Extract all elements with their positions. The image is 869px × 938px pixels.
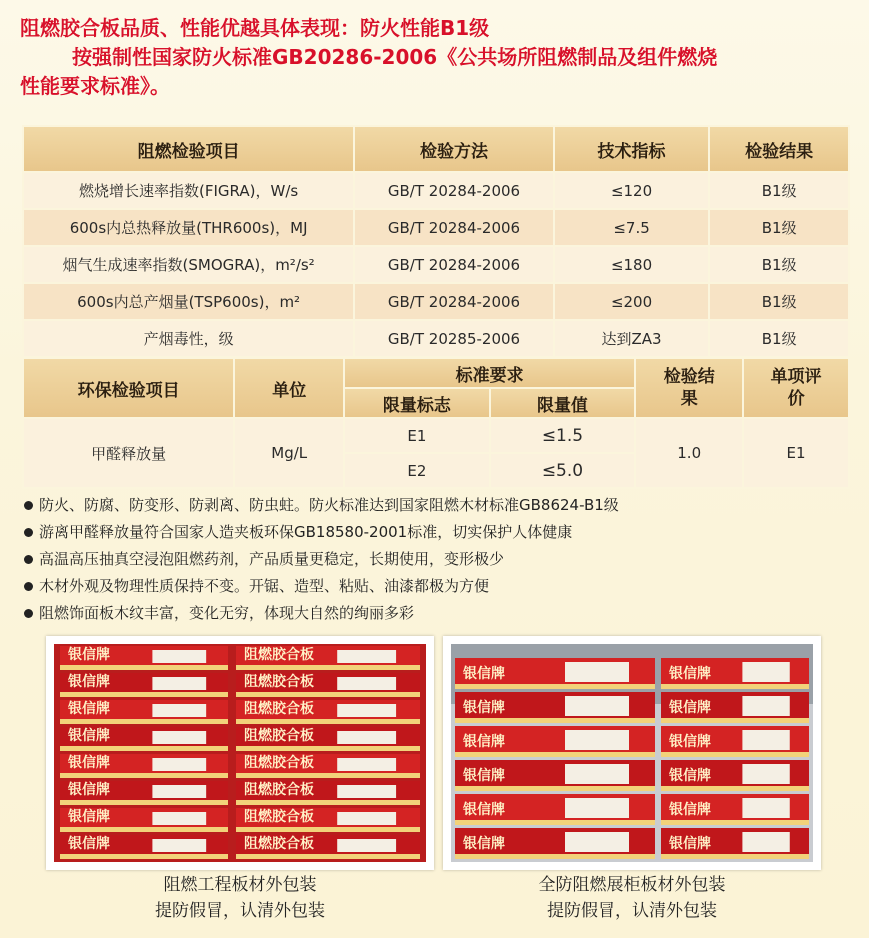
brand-label: 阻燃胶合板 bbox=[244, 836, 314, 852]
table-cell: GB/T 20284-2006 bbox=[354, 246, 554, 283]
brand-label: 银信牌 bbox=[669, 700, 711, 716]
table-header-row bbox=[23, 358, 849, 388]
column-header: 检验结果 bbox=[709, 126, 849, 172]
package-stripe bbox=[60, 827, 228, 832]
table-cell: 燃烧增长速率指数(FIGRA)，W/s bbox=[23, 172, 354, 209]
table-cell: E1 bbox=[344, 418, 490, 453]
packaging-photo-right bbox=[443, 636, 821, 870]
bullet-icon bbox=[24, 582, 33, 591]
package-stripe bbox=[455, 718, 655, 723]
table-cell: ≤5.0 bbox=[490, 453, 636, 488]
table-row bbox=[23, 320, 849, 357]
table-cell: B1级 bbox=[709, 172, 849, 209]
package-label-area bbox=[742, 764, 789, 784]
brand-label: 银信牌 bbox=[669, 768, 711, 784]
package-label-area bbox=[337, 704, 396, 717]
package-stripe bbox=[661, 752, 809, 757]
brand-label: 阻燃胶合板 bbox=[244, 755, 314, 771]
package-label-area bbox=[565, 832, 629, 852]
packaging-photo-left bbox=[46, 636, 434, 870]
package-stripe bbox=[60, 800, 228, 805]
left-photo-caption: 阻燃工程板材外包装 提防假冒，认清外包装 bbox=[155, 875, 325, 921]
package-label-area bbox=[152, 758, 206, 771]
package-stripe bbox=[236, 719, 420, 724]
brand-label: 阻燃胶合板 bbox=[244, 728, 314, 744]
package-label-area bbox=[337, 731, 396, 744]
table-cell: ≤200 bbox=[554, 283, 710, 320]
package-label-area bbox=[152, 812, 206, 825]
table-row bbox=[23, 418, 849, 453]
brand-label: 银信牌 bbox=[463, 700, 505, 716]
brand-label: 银信牌 bbox=[463, 734, 505, 750]
brand-label: 银信牌 bbox=[463, 836, 505, 852]
package-label-area bbox=[337, 839, 396, 852]
table-cell: GB/T 20284-2006 bbox=[354, 283, 554, 320]
package-label-area bbox=[337, 650, 396, 663]
table-cell: E1 bbox=[743, 418, 849, 488]
package-stripe bbox=[236, 665, 420, 670]
table-cell: GB/T 20285-2006 bbox=[354, 320, 554, 357]
package-stripe bbox=[661, 684, 809, 689]
column-header: 单位 bbox=[234, 358, 344, 418]
column-header: 环保检验项目 bbox=[23, 358, 234, 418]
brand-label: 银信牌 bbox=[68, 647, 110, 663]
package-label-area bbox=[742, 696, 789, 716]
bullet-icon bbox=[24, 609, 33, 618]
heading-line-3: 性能要求标准》。 bbox=[20, 74, 170, 98]
brand-label: 银信牌 bbox=[669, 836, 711, 852]
package-label-area bbox=[152, 839, 206, 852]
list-item: 游离甲醛释放量符合国家人造夹板环保GB18580-2001标准，切实保护人体健康 bbox=[24, 519, 854, 546]
column-header: 标准要求 bbox=[344, 358, 635, 388]
table-cell: B1级 bbox=[709, 209, 849, 246]
brand-label: 银信牌 bbox=[68, 701, 110, 717]
brand-label: 银信牌 bbox=[669, 802, 711, 818]
package-stripe bbox=[455, 752, 655, 757]
table-cell: B1级 bbox=[709, 246, 849, 283]
package-stripe bbox=[60, 773, 228, 778]
fire-test-table bbox=[22, 125, 850, 358]
bullet-icon bbox=[24, 555, 33, 564]
package-label-area bbox=[742, 662, 789, 682]
package-stripe bbox=[455, 820, 655, 825]
brand-label: 银信牌 bbox=[463, 802, 505, 818]
package-label-area bbox=[152, 704, 206, 717]
environmental-test-table bbox=[22, 357, 850, 489]
brand-label: 阻燃胶合板 bbox=[244, 782, 314, 798]
bullet-icon bbox=[24, 528, 33, 537]
brand-label: 阻燃胶合板 bbox=[244, 647, 314, 663]
column-header: 检验结果 bbox=[635, 358, 743, 418]
table-cell: ≤120 bbox=[554, 172, 710, 209]
package-stripe bbox=[236, 827, 420, 832]
package-label-area bbox=[565, 764, 629, 784]
brand-label: 银信牌 bbox=[68, 728, 110, 744]
table-row bbox=[23, 246, 849, 283]
brand-label: 银信牌 bbox=[669, 734, 711, 750]
heading-line-2: 按强制性国家防火标准GB20286-2006《公共场所阻燃制品及组件燃烧 bbox=[72, 45, 718, 69]
table-row bbox=[23, 283, 849, 320]
package-stripe bbox=[236, 773, 420, 778]
brand-label: 银信牌 bbox=[68, 755, 110, 771]
package-label-area bbox=[152, 785, 206, 798]
package-label-area bbox=[565, 696, 629, 716]
table-cell: Mg/L bbox=[234, 418, 344, 488]
brand-label: 银信牌 bbox=[463, 768, 505, 784]
package-stripe bbox=[455, 786, 655, 791]
package-stripe bbox=[60, 665, 228, 670]
column-header: 检验方法 bbox=[354, 126, 554, 172]
stacked-board-packages-image bbox=[54, 644, 426, 862]
brand-label: 银信牌 bbox=[68, 809, 110, 825]
table-cell: 烟气生成速率指数(SMOGRA)，m²/s² bbox=[23, 246, 354, 283]
table-cell: 达到ZA3 bbox=[554, 320, 710, 357]
table-cell: GB/T 20284-2006 bbox=[354, 209, 554, 246]
package-stripe bbox=[236, 692, 420, 697]
package-label-area bbox=[152, 677, 206, 690]
package-stripe bbox=[455, 854, 655, 859]
package-stripe bbox=[661, 718, 809, 723]
table-cell: GB/T 20284-2006 bbox=[354, 172, 554, 209]
package-stripe bbox=[661, 820, 809, 825]
package-label-area bbox=[337, 785, 396, 798]
package-stripe bbox=[236, 800, 420, 805]
package-stripe bbox=[60, 719, 228, 724]
column-header: 限量值 bbox=[490, 388, 636, 418]
package-label-area bbox=[337, 812, 396, 825]
package-stripe bbox=[60, 854, 228, 859]
table-cell: E2 bbox=[344, 453, 490, 488]
package-stripe bbox=[455, 684, 655, 689]
table-cell: ≤7.5 bbox=[554, 209, 710, 246]
right-photo-caption: 全防阻燃展柜板材外包装 提防假冒，认清外包装 bbox=[538, 875, 726, 921]
heading-line-1: 阻燃胶合板品质、性能优越具体表现：防火性能B1级 bbox=[20, 16, 490, 40]
package-label-area bbox=[337, 677, 396, 690]
feature-list bbox=[24, 492, 854, 627]
package-label-area bbox=[337, 758, 396, 771]
package-label-area bbox=[565, 730, 629, 750]
column-header: 技术指标 bbox=[554, 126, 710, 172]
warehouse-board-packages-image bbox=[451, 644, 813, 862]
list-item: 高温高压抽真空浸泡阻燃药剂，产品质量更稳定，长期使用，变形极少 bbox=[24, 546, 854, 573]
table-row bbox=[23, 172, 849, 209]
package-label-area bbox=[152, 650, 206, 663]
package-stripe bbox=[661, 854, 809, 859]
package-label-area bbox=[565, 662, 629, 682]
brand-label: 银信牌 bbox=[68, 836, 110, 852]
column-header: 阻燃检验项目 bbox=[23, 126, 354, 172]
package-stripe bbox=[60, 746, 228, 751]
brand-label: 银信牌 bbox=[669, 666, 711, 682]
brand-label: 阻燃胶合板 bbox=[244, 674, 314, 690]
table-cell: 600s内总热释放量(THR600s)，MJ bbox=[23, 209, 354, 246]
table-cell: 甲醛释放量 bbox=[23, 418, 234, 488]
column-header: 单项评价 bbox=[743, 358, 849, 418]
package-stripe bbox=[236, 746, 420, 751]
package-stripe bbox=[60, 692, 228, 697]
list-item: 木材外观及物理性质保持不变。开锯、造型、粘贴、油漆都极为方便 bbox=[24, 573, 854, 600]
table-cell: B1级 bbox=[709, 283, 849, 320]
brand-label: 阻燃胶合板 bbox=[244, 809, 314, 825]
package-label-area bbox=[742, 798, 789, 818]
table-row bbox=[23, 209, 849, 246]
package-label-area bbox=[742, 832, 789, 852]
brand-label: 阻燃胶合板 bbox=[244, 701, 314, 717]
table-cell: ≤180 bbox=[554, 246, 710, 283]
brand-label: 银信牌 bbox=[68, 674, 110, 690]
package-label-area bbox=[565, 798, 629, 818]
brand-label: 银信牌 bbox=[463, 666, 505, 682]
package-stripe bbox=[661, 786, 809, 791]
brand-label: 银信牌 bbox=[68, 782, 110, 798]
bullet-icon bbox=[24, 501, 33, 510]
package-label-area bbox=[152, 731, 206, 744]
table-cell: 1.0 bbox=[635, 418, 743, 488]
table-cell: 产烟毒性，级 bbox=[23, 320, 354, 357]
package-label-area bbox=[742, 730, 789, 750]
table-cell: B1级 bbox=[709, 320, 849, 357]
list-item: 阻燃饰面板木纹丰富，变化无穷，体现大自然的绚丽多彩 bbox=[24, 600, 854, 627]
table-cell: 600s内总产烟量(TSP600s)，m² bbox=[23, 283, 354, 320]
package-stripe bbox=[236, 854, 420, 859]
table-header-row bbox=[23, 126, 849, 172]
list-item: 防火、防腐、防变形、防剥离、防虫蛀。防火标准达到国家阻燃木材标准GB8624-B1级 bbox=[24, 492, 854, 519]
column-header: 限量标志 bbox=[344, 388, 490, 418]
page-heading bbox=[20, 14, 860, 101]
table-cell: ≤1.5 bbox=[490, 418, 636, 453]
